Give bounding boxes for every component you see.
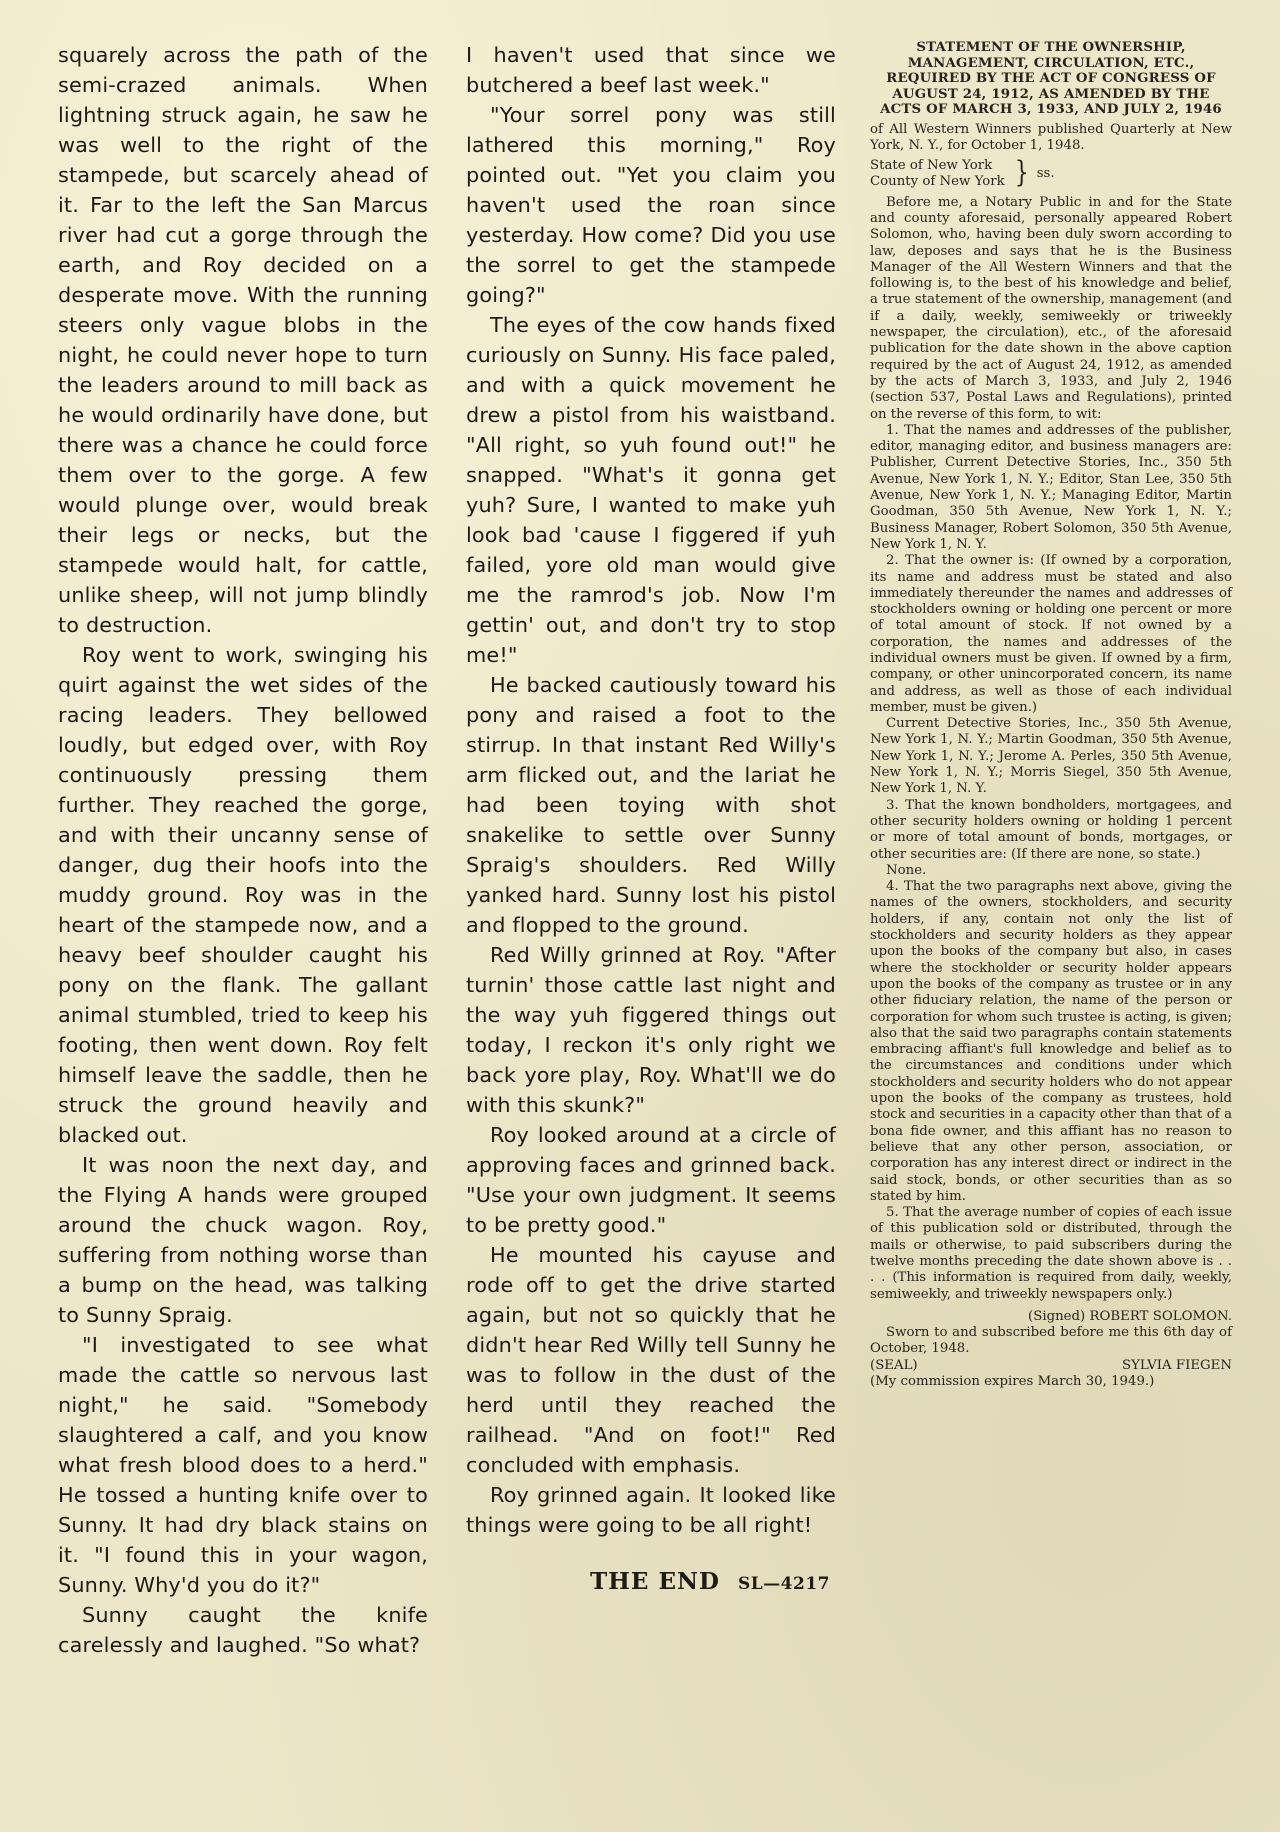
brace-glyph: } bbox=[1014, 157, 1029, 190]
statement-paragraph: 4. That the two paragraphs next above, giving the names of the owners, stockholders, and security holders, if any, contain not only the list of stockholders and security holders as they appear upon the books of the company but also, in cases where the stockholder or security holder appears upon the books of the company as trustee or in any other fiduciary relation, the name of the person or corporation for whom such trustee is acting, is given; also that the said two paragraphs contain statements embracing affiant's full knowledge and belief as to the circumstances and conditions under which stockholders and security holders who do not appear upon the books of the company as trustees, hold stock and securities in a capacity other than that of a bona fide owner, and this affiant has no reason to believe that any other person, association, or corporation has any interest direct or indirect in the said stock, bonds, or other securities than as so stated by him. bbox=[870, 879, 1232, 1204]
signature-block bbox=[870, 1309, 1232, 1390]
story-paragraph: Red Willy grinned at Roy. "After turnin' those cattle last night and the way yuh figgered things out today, I reckon it's only right we back yore play, Roy. What'll we do with this skunk?" bbox=[466, 943, 836, 1117]
story-paragraph: It was noon the next day, and the Flying A hands were grouped around the chuck wagon. Roy, suffering from nothing worse than a bump on the head, was talking to Sunny Spraig. bbox=[58, 1153, 428, 1327]
commission-line: (My commission expires March 30, 1949.) bbox=[870, 1374, 1155, 1390]
story-paragraph: Roy grinned again. It looked like things were going to be all right! bbox=[466, 1483, 836, 1537]
statement-paragraph: 2. That the owner is: (If owned by a corporation, its name and address must be stated and also immediately thereunder the names and addresses of stockholders owning or holding one percent or more of total amount of stock. If not owned by a corporation, the names and addresses of the individual owners must be given. If owned by a firm, company, or other unincorporated concern, its name and address, as well as those of each individual member, must be given.) bbox=[870, 553, 1232, 715]
statement-paragraph: None. bbox=[886, 862, 927, 878]
statement-paragraph: 5. That the average number of copies of each issue of this publication sold or distributed, through the mails or otherwise, to paid subscribers during the twelve months preceding the date shown above is . . . . (This information is required from daily, weekly, semiweekly, and triweekly newspapers only.) bbox=[870, 1205, 1232, 1302]
story-paragraph: He backed cautiously toward his pony and raised a foot to the stirrup. In that instant Red Willy's arm flicked out, and the lariat he had been toying with shot snakelike to settle over Sunny Spraig's shoulders. Red Willy yanked hard. Sunny lost his pistol and flopped to the ground. bbox=[466, 673, 836, 937]
the-end-line bbox=[466, 1568, 836, 1595]
ownership-statement bbox=[870, 40, 1232, 1390]
statement-paragraph: 1. That the names and addresses of the publisher, editor, managing editor, and business managers are: Publisher, Current Detective Stories, Inc., 350 5th Avenue, New York 1, N. Y.; Editor, Stan Lee, 350 5th Avenue, New York 1, N. Y.; Managing Editor, Martin Goodman, 350 5th Avenue, New York 1, N. Y.; Business Manager, Robert Solomon, 350 5th Avenue, New York 1, N. Y. bbox=[870, 422, 1232, 552]
venue-ss: ss. bbox=[1036, 166, 1055, 182]
story-paragraph: Sunny caught the knife carelessly and laughed. "So what? bbox=[58, 1603, 428, 1657]
statement-paragraph: 3. That the known bondholders, mortgagees, and other security holders owning or holding 1 percent or more of total amount of bonds, mortgages, or other securities are: (If there are none, so state.) bbox=[870, 797, 1232, 862]
story-paragraph: I haven't used that since we butchered a beef last week." bbox=[466, 43, 836, 97]
story-paragraph: "Your sorrel pony was still lathered this morning," Roy pointed out. "Yet you claim you haven't used the roan since yesterday. How come? Did you use the sorrel to get the stampede going?" bbox=[466, 103, 836, 307]
venue-county: County of New York bbox=[870, 174, 1005, 190]
story-paragraph: squarely across the path of the semi-crazed animals. When lightning struck again, he saw he was well to the right of the stampede, but scarcely ahead of it. Far to the left the San Marcus river had cut a gorge through the earth, and Roy decided on a desperate move. With the running steers only vague blobs in the night, he could never hope to turn the leaders around to mill back as he would ordinarily have done, but there was a chance he could force them over to the gorge. A few would plunge over, would break their legs or necks, but the stampede would halt, for cattle, unlike sheep, will not jump blindly to destruction. bbox=[58, 43, 428, 637]
signed-line: (Signed) ROBERT SOLOMON. bbox=[1028, 1308, 1232, 1324]
story-column-2 bbox=[466, 40, 836, 1595]
venue-state: State of New York bbox=[870, 158, 993, 174]
story-paragraph: The eyes of the cow hands fixed curiously on Sunny. His face paled, and with a quick movement he drew a pistol from his waistband. "All right, so yuh found out!" he snapped. "What's it gonna get yuh? Sure, I wanted to make yuh look bad 'cause I figgered if yuh failed, yore old man would give me the ramrod's job. Now I'm gettin' out, and don't try to stop me!" bbox=[466, 313, 836, 667]
seal-label: (SEAL) bbox=[870, 1357, 918, 1373]
story-code: SL—4217 bbox=[737, 1574, 830, 1594]
notary-name: SYLVIA FIEGEN bbox=[1122, 1357, 1232, 1373]
venue-block bbox=[870, 158, 1232, 191]
statement-heading: STATEMENT OF THE OWNERSHIP, MANAGEMENT, CIRCULATION, ETC., REQUIRED BY THE ACT OF CONGRESS OF AUGUST 24, 1912, AS AMENDED BY THE ACTS OF MARCH 3, 1933, AND JULY 2, 1946 bbox=[880, 40, 1222, 117]
statement-paragraph: Before me, a Notary Public in and for the State and county aforesaid, personally appeared Robert Solomon, who, having been duly sworn according to law, deposes and says that he is the Business Manager of the All Western Winners and that the following is, to the best of his knowledge and belief, a true statement of the ownership, management (and if a daily, weekly, semiweekly or triweekly newspaper, the circulation), etc., of the aforesaid publication for the date shown in the above caption required by the act of August 24, 1912, as amended by the acts of March 3, 1933, and July 2, 1946 (section 537, Postal Laws and Regulations), printed on the reverse of this form, to wit: bbox=[870, 194, 1232, 422]
the-end-text: THE END bbox=[590, 1568, 720, 1595]
story-paragraph: He mounted his cayuse and rode off to get the drive started again, but not so quickly that he didn't hear Red Willy tell Sunny he was to follow in the dust of the herd until they reached the railhead. "And on foot!" Red concluded with emphasis. bbox=[466, 1243, 836, 1477]
sworn-line: Sworn to and subscribed before me this 6th day of October, 1948. bbox=[870, 1325, 1232, 1357]
story-paragraph: Roy looked around at a circle of approving faces and grinned back. "Use your own judgment. It seems to be pretty good." bbox=[466, 1123, 836, 1237]
story-column-1 bbox=[58, 40, 428, 1660]
story-paragraph: "I investigated to see what made the cattle so nervous last night," he said. "Somebody slaughtered a calf, and you know what fresh blood does to a herd." He tossed a hunting knife over to Sunny. It had dry black stains on it. "I found this in your wagon, Sunny. Why'd you do it?" bbox=[58, 1333, 428, 1597]
statement-paragraph: Current Detective Stories, Inc., 350 5th Avenue, New York 1, N. Y.; Martin Goodman, 350 5th Avenue, New York 1, N. Y.; Jerome A. Perles, 350 5th Avenue, New York 1, N. Y.; Morris Siegel, 350 5th Avenue, New York 1, N. Y. bbox=[870, 716, 1232, 797]
story-paragraph: Roy went to work, swinging his quirt against the wet sides of the racing leaders. They bellowed loudly, but edged over, with Roy continuously pressing them further. They reached the gorge, and with their uncanny sense of danger, dug their hoofs into the muddy ground. Roy was in the heart of the stampede now, and a heavy beef shoulder caught his pony on the flank. The gallant animal stumbled, tried to keep his footing, then went down. Roy felt himself leave the saddle, then he struck the ground heavily and blacked out. bbox=[58, 643, 428, 1147]
statement-intro: of All Western Winners published Quarterly at New York, N. Y., for October 1, 1948. bbox=[870, 121, 1232, 153]
